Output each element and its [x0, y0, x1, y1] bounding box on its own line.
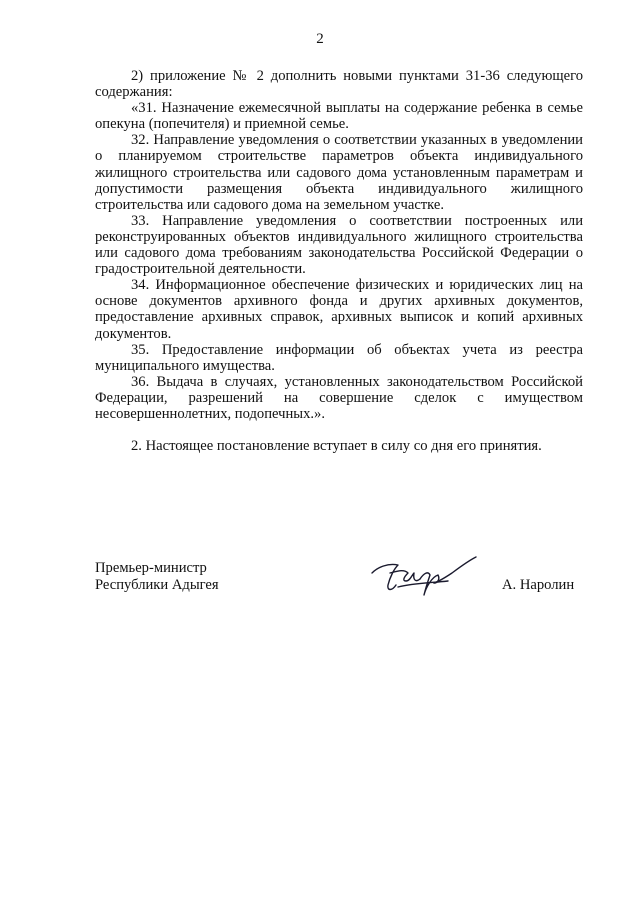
handwritten-signature-icon: [368, 547, 482, 603]
paragraph-item-36: 36. Выдача в случаях, установленных законодательством Российской Федерации, разрешений на совершение сделок с имуществом несовершеннолетних, подопечных.».: [95, 373, 583, 422]
paragraph-item-33: 33. Направление уведомления о соответствии построенных или реконструированных объектов индивидуального жилищного строительства или садового дома требованиям законодательства Российской Федерации о градостроительной деятельности.: [95, 212, 583, 278]
signatory-title-line-1: Премьер-министр: [95, 560, 207, 576]
paragraph-item-32: 32. Направление уведомления о соответствии указанных в уведомлении о планируемом строительстве параметров объекта индивидуального жилищного строительства или садового дома установленным параметрам и допустимости размещения объекта индивидуального жилищного строительства или садового дома на земельном участке.: [95, 132, 583, 213]
paragraph-intro: 2) приложение № 2 дополнить новыми пунктами 31-36 следующего содержания:: [95, 68, 583, 101]
signatory-title: [95, 560, 219, 594]
document-body: [95, 68, 583, 454]
paragraph-item-34: 34. Информационное обеспечение физических и юридических лиц на основе документов архивного фонда и других архивных документов, предоставление архивных справок, архивных выписок и копий архивных документов.: [95, 277, 583, 342]
signatory-title-line-2: Республики Адыгея: [95, 577, 219, 593]
page-number: 2: [316, 31, 324, 47]
signatory-name: А. Наролин: [502, 577, 575, 593]
paragraph-item-31: «31. Назначение ежемесячной выплаты на содержание ребенка в семье опекуна (попечителя) и приемной семье.: [95, 100, 583, 133]
paragraph-item-35: 35. Предоставление информации об объектах учета из реестра муниципального имущества.: [95, 341, 583, 374]
paragraph-effective-date: 2. Настоящее постановление вступает в силу со дня его принятия.: [131, 438, 542, 455]
